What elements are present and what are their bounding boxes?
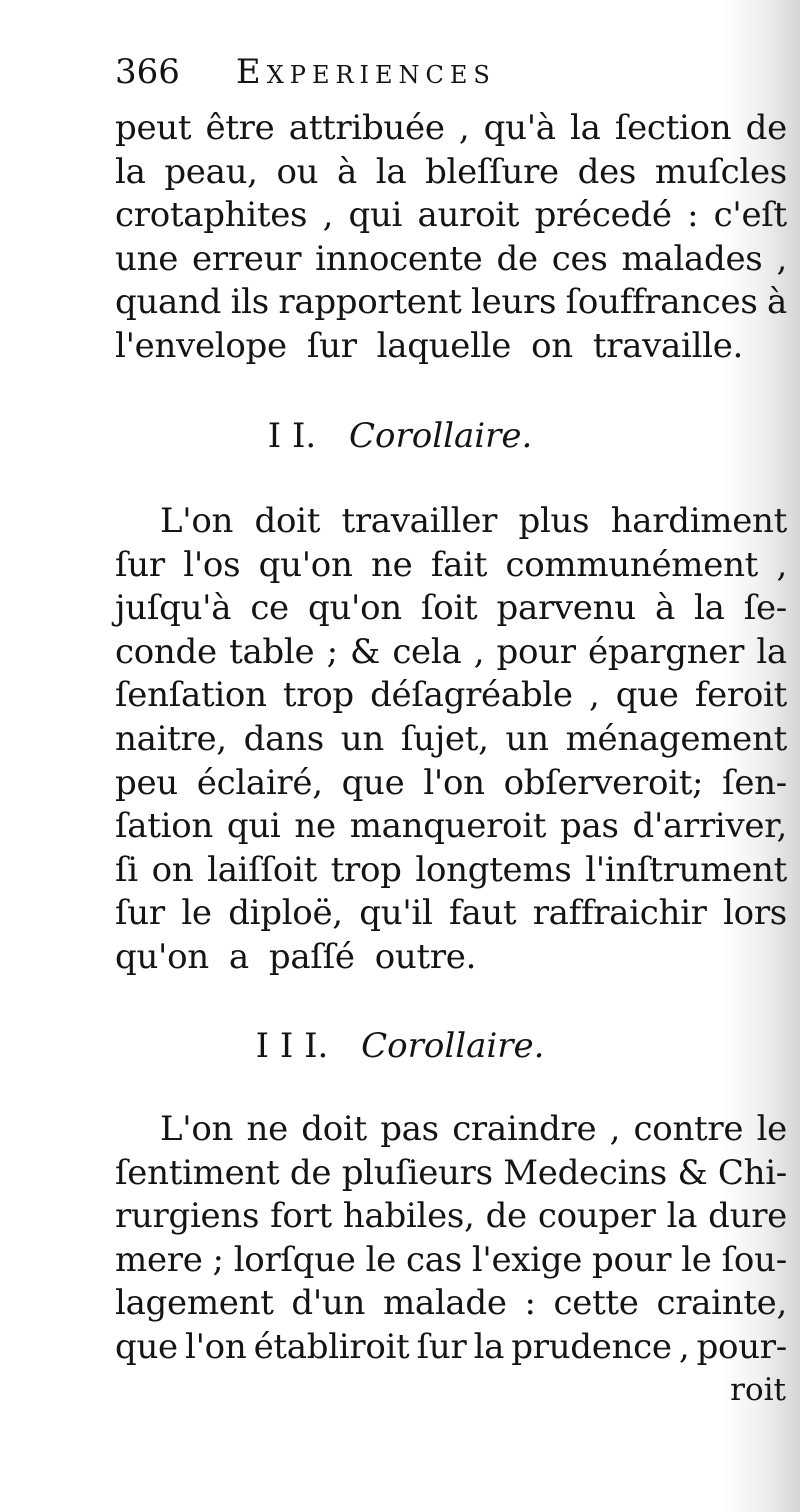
catchword: roit bbox=[730, 1372, 786, 1408]
word: attribuée bbox=[288, 108, 445, 148]
word: plus bbox=[518, 501, 590, 541]
word: , bbox=[776, 544, 787, 585]
word: feroit bbox=[694, 675, 787, 716]
word: lorſque bbox=[233, 1239, 356, 1280]
word: malade bbox=[382, 1283, 507, 1324]
word: l'inſtrument bbox=[585, 849, 787, 890]
word: le bbox=[365, 1239, 396, 1280]
corollary-3-number: I I I. bbox=[255, 1026, 329, 1066]
word: le bbox=[181, 893, 212, 934]
text-line bbox=[115, 631, 787, 675]
word: un bbox=[340, 718, 384, 759]
word: peau, bbox=[164, 151, 258, 192]
word: lors bbox=[723, 893, 787, 934]
word: qu'à bbox=[483, 108, 556, 148]
corollary-3-title: Corollaire. bbox=[361, 1026, 545, 1066]
word: ſection bbox=[614, 108, 732, 148]
word: c'eſt bbox=[713, 195, 787, 236]
word: ou bbox=[276, 151, 319, 192]
text-line bbox=[115, 1152, 787, 1196]
word: prudence bbox=[511, 1326, 672, 1367]
word: : bbox=[687, 195, 699, 236]
word: , bbox=[776, 238, 787, 279]
word: la bbox=[570, 108, 601, 148]
text-line bbox=[115, 1239, 787, 1283]
corollary-2-number: I I. bbox=[267, 416, 317, 456]
word: fait bbox=[430, 544, 488, 585]
word: épargner bbox=[588, 631, 745, 672]
word: d'arriver, bbox=[632, 806, 787, 847]
word: l'on bbox=[423, 762, 485, 803]
word: fort bbox=[270, 1196, 332, 1237]
word: que bbox=[115, 1326, 178, 1367]
word: de bbox=[745, 108, 787, 148]
word: la bbox=[666, 1196, 698, 1237]
word: conde bbox=[115, 631, 217, 672]
word: la bbox=[473, 1326, 505, 1367]
text-line bbox=[115, 1282, 787, 1326]
word: cas bbox=[405, 1239, 462, 1280]
word: outre. bbox=[374, 936, 477, 977]
word: de bbox=[485, 1196, 527, 1237]
word: de bbox=[289, 1152, 332, 1193]
word: juſqu'à bbox=[115, 588, 232, 629]
word: des bbox=[577, 151, 637, 192]
word: doit bbox=[301, 1109, 367, 1149]
text-line bbox=[115, 718, 787, 762]
word: muſcles bbox=[654, 151, 787, 192]
word: laquelle bbox=[376, 325, 512, 366]
text-line bbox=[115, 151, 787, 195]
word: que bbox=[341, 762, 405, 803]
text-line bbox=[115, 1195, 787, 1239]
word: déſagréable bbox=[370, 675, 573, 716]
word: auroit bbox=[417, 195, 520, 236]
word: qu'on bbox=[308, 588, 402, 629]
word: mere bbox=[115, 1239, 203, 1280]
text-line bbox=[115, 281, 787, 325]
word: que bbox=[615, 675, 679, 716]
word: ſur bbox=[115, 544, 165, 585]
word: trop bbox=[282, 675, 354, 716]
word: ne bbox=[371, 544, 413, 585]
text-line bbox=[115, 762, 787, 806]
word: doit bbox=[254, 501, 321, 541]
word: L'on bbox=[160, 1109, 234, 1149]
word: un bbox=[505, 718, 549, 759]
word: ſur bbox=[115, 893, 165, 934]
corollary-2-title: Corollaire. bbox=[349, 416, 533, 456]
word: longtems bbox=[415, 849, 572, 890]
text-line bbox=[115, 500, 787, 544]
word: , bbox=[609, 1109, 621, 1149]
word: ſur bbox=[306, 325, 357, 366]
text-line bbox=[115, 107, 787, 151]
word: le bbox=[681, 1239, 712, 1280]
word: ne bbox=[294, 806, 336, 847]
word: l'on bbox=[185, 1326, 247, 1367]
word: ſentiment bbox=[115, 1152, 280, 1193]
word: & bbox=[350, 631, 381, 672]
word: pas bbox=[560, 806, 619, 847]
word: pluſieurs bbox=[341, 1152, 493, 1193]
word: pour bbox=[496, 631, 576, 672]
word: ſou- bbox=[721, 1239, 787, 1280]
word: cela bbox=[392, 631, 462, 672]
word: l'envelope bbox=[115, 325, 287, 366]
word: L'on bbox=[160, 501, 234, 541]
text-line bbox=[115, 674, 787, 718]
word: innocente bbox=[315, 238, 483, 279]
word: à bbox=[337, 151, 357, 192]
word: : bbox=[524, 1283, 536, 1324]
word: Medecins bbox=[503, 1152, 667, 1193]
word: parvenu bbox=[496, 588, 636, 629]
word: de bbox=[496, 238, 538, 279]
word: cette bbox=[553, 1283, 639, 1324]
word: être bbox=[205, 108, 275, 148]
word: ne bbox=[246, 1109, 288, 1149]
word: , bbox=[458, 108, 470, 148]
word: lagement bbox=[115, 1283, 274, 1324]
word: précedé bbox=[534, 195, 672, 236]
word: communément bbox=[505, 544, 759, 585]
word: établiroit bbox=[253, 1326, 410, 1367]
word: bleſſure bbox=[425, 151, 559, 192]
word: la bbox=[694, 588, 725, 629]
word: à bbox=[654, 588, 675, 629]
word: , bbox=[678, 1326, 690, 1367]
corollary-2-heading bbox=[0, 414, 800, 458]
text-line bbox=[115, 805, 787, 849]
word: d'un bbox=[291, 1283, 366, 1324]
word: pour- bbox=[696, 1326, 787, 1367]
word: qui bbox=[226, 806, 281, 847]
word: pas bbox=[380, 1109, 439, 1149]
word: travaille. bbox=[592, 325, 744, 366]
word: ſi bbox=[115, 849, 138, 890]
word: rapportent bbox=[278, 282, 462, 323]
word: ; bbox=[212, 1239, 224, 1280]
running-head: Experiences bbox=[235, 52, 496, 92]
word: ces bbox=[551, 238, 608, 279]
word: diploë, bbox=[228, 893, 343, 934]
word: à bbox=[767, 282, 787, 323]
word: dans bbox=[243, 718, 324, 759]
word: crotaphites bbox=[115, 195, 308, 236]
word: éclairé, bbox=[196, 762, 323, 803]
word: table bbox=[229, 631, 315, 672]
text-line bbox=[115, 238, 787, 282]
paragraph-1 bbox=[115, 107, 787, 369]
word: dure bbox=[708, 1196, 787, 1237]
word: obſerveroit; bbox=[503, 762, 704, 803]
word: ſen- bbox=[722, 762, 787, 803]
word: le bbox=[756, 1109, 787, 1149]
word: malades bbox=[621, 238, 763, 279]
text-line bbox=[115, 587, 787, 631]
word: la bbox=[115, 151, 146, 192]
word: ſujet, bbox=[400, 718, 489, 759]
word: manqueroit bbox=[349, 806, 547, 847]
paragraph-2 bbox=[115, 500, 787, 980]
word: on bbox=[151, 849, 194, 890]
word: contre bbox=[633, 1109, 744, 1149]
word: habiles, bbox=[342, 1196, 475, 1237]
word: peut bbox=[115, 108, 192, 148]
word: , bbox=[322, 195, 334, 236]
word: ils bbox=[230, 282, 269, 323]
word: ; bbox=[326, 631, 338, 672]
word: , bbox=[588, 675, 600, 716]
text-line bbox=[115, 544, 787, 588]
page-header bbox=[115, 52, 675, 96]
paragraph-3 bbox=[115, 1108, 787, 1370]
word: ce bbox=[250, 588, 289, 629]
corollary-3-heading bbox=[0, 1024, 800, 1068]
word: qui bbox=[348, 195, 403, 236]
word: qu'il bbox=[359, 893, 433, 934]
word: ſation bbox=[115, 806, 213, 847]
word: couper bbox=[537, 1196, 656, 1237]
page-number: 366 bbox=[115, 52, 180, 92]
word: hardiment bbox=[610, 501, 787, 541]
word: , bbox=[473, 631, 485, 672]
word: ménagement bbox=[565, 718, 787, 759]
word: paſſé bbox=[268, 936, 355, 977]
word: la bbox=[375, 151, 407, 192]
word: Chi- bbox=[717, 1152, 787, 1193]
word: ſe- bbox=[743, 588, 787, 629]
text-line bbox=[115, 936, 787, 980]
word: craindre bbox=[452, 1109, 597, 1149]
word: pour bbox=[592, 1239, 672, 1280]
word: leurs bbox=[471, 282, 557, 323]
word: qu'on bbox=[115, 936, 209, 977]
word: qu'on bbox=[258, 544, 353, 585]
word: & bbox=[677, 1152, 708, 1193]
word: erreur bbox=[192, 238, 302, 279]
word: laiſſoit bbox=[207, 849, 317, 890]
word: quand bbox=[115, 282, 222, 323]
word: crainte, bbox=[656, 1283, 787, 1324]
word: peu bbox=[115, 762, 178, 803]
text-line bbox=[115, 1108, 787, 1152]
word: rurgiens bbox=[115, 1196, 260, 1237]
word: a bbox=[228, 936, 249, 977]
word: l'exige bbox=[471, 1239, 583, 1280]
word: ſoit bbox=[421, 588, 478, 629]
word: travailler bbox=[341, 501, 498, 541]
text-line bbox=[115, 325, 787, 369]
word: naitre, bbox=[115, 718, 227, 759]
text-line bbox=[115, 1326, 787, 1370]
word: on bbox=[531, 325, 573, 366]
word: faut bbox=[449, 893, 517, 934]
word: ſenſation bbox=[115, 675, 267, 716]
word: trop bbox=[330, 849, 402, 890]
word: ſur bbox=[416, 1326, 467, 1367]
word: la bbox=[756, 631, 787, 672]
text-line bbox=[115, 849, 787, 893]
text-line bbox=[115, 892, 787, 936]
word: l'os bbox=[183, 544, 241, 585]
text-line bbox=[115, 194, 787, 238]
word: une bbox=[115, 238, 179, 279]
word: raffraichir bbox=[532, 893, 707, 934]
word: ſouffrances bbox=[565, 282, 758, 323]
